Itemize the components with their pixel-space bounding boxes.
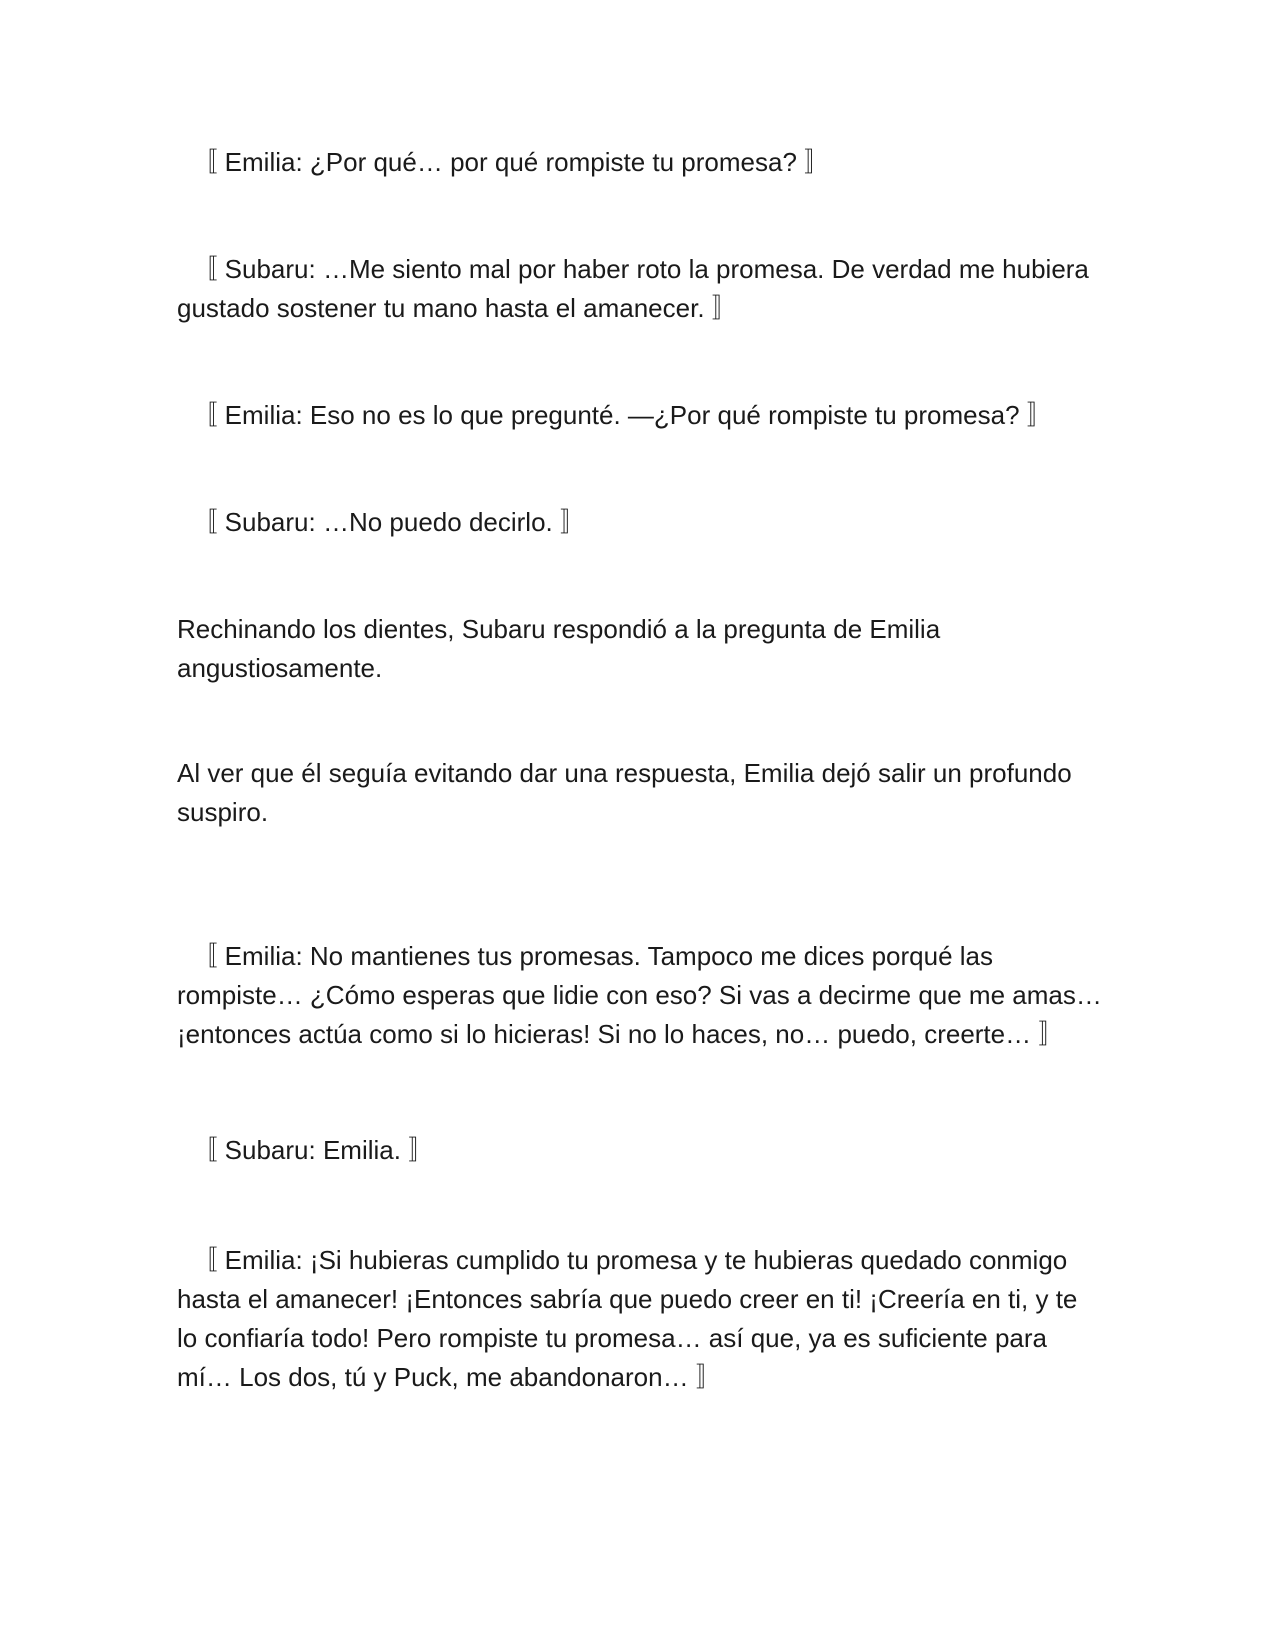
dialogue-paragraph	[177, 250, 1107, 328]
narration-paragraph	[177, 754, 1107, 832]
text-line: 〚 Emilia: Eso no es lo que pregunté. —¿Por qué rompiste tu promesa? 〛	[177, 400, 1053, 430]
text-line: Rechinando los dientes, Subaru respondió a la pregunta de Emilia	[177, 614, 941, 644]
text-line: hasta el amanecer! ¡Entonces sabría que puedo creer en ti! ¡Creería en ti, y te	[177, 1284, 1078, 1314]
dialogue-paragraph	[177, 503, 1107, 542]
text-line: angustiosamente.	[177, 653, 383, 683]
text-line: 〚 Subaru: …Me siento mal por haber roto la promesa. De verdad me hubiera	[177, 254, 1089, 284]
text-line: rompiste… ¿Cómo esperas que lidie con eso? Si vas a decirme que me amas…	[177, 980, 1102, 1010]
text-line: lo confiaría todo! Pero rompiste tu promesa… así que, ya es suficiente para	[177, 1323, 1048, 1353]
narration-paragraph	[177, 610, 1107, 688]
text-line: Al ver que él seguía evitando dar una respuesta, Emilia dejó salir un profundo	[177, 758, 1072, 788]
text-line: 〚 Emilia: ¡Si hubieras cumplido tu promesa y te hubieras quedado conmigo	[177, 1245, 1068, 1275]
dialogue-paragraph	[177, 143, 1107, 182]
dialogue-paragraph	[177, 1241, 1107, 1397]
text-line: ¡entonces actúa como si lo hicieras! Si no lo haces, no… puedo, creerte… 〛	[177, 1019, 1065, 1049]
text-line: gustado sostener tu mano hasta el amanecer. 〛	[177, 293, 738, 323]
text-line: 〚 Emilia: No mantienes tus promesas. Tampoco me dices porqué las	[177, 941, 993, 971]
text-line: 〚 Subaru: …No puedo decirlo. 〛	[177, 507, 586, 537]
dialogue-paragraph	[177, 937, 1107, 1054]
dialogue-paragraph	[177, 396, 1107, 435]
dialogue-paragraph	[177, 1131, 1107, 1170]
text-line: suspiro.	[177, 797, 269, 827]
text-line: mí… Los dos, tú y Puck, me abandonaron… 〛	[177, 1362, 722, 1392]
text-line: 〚 Emilia: ¿Por qué… por qué rompiste tu promesa? 〛	[177, 147, 831, 177]
text-line: 〚 Subaru: Emilia. 〛	[177, 1135, 435, 1165]
